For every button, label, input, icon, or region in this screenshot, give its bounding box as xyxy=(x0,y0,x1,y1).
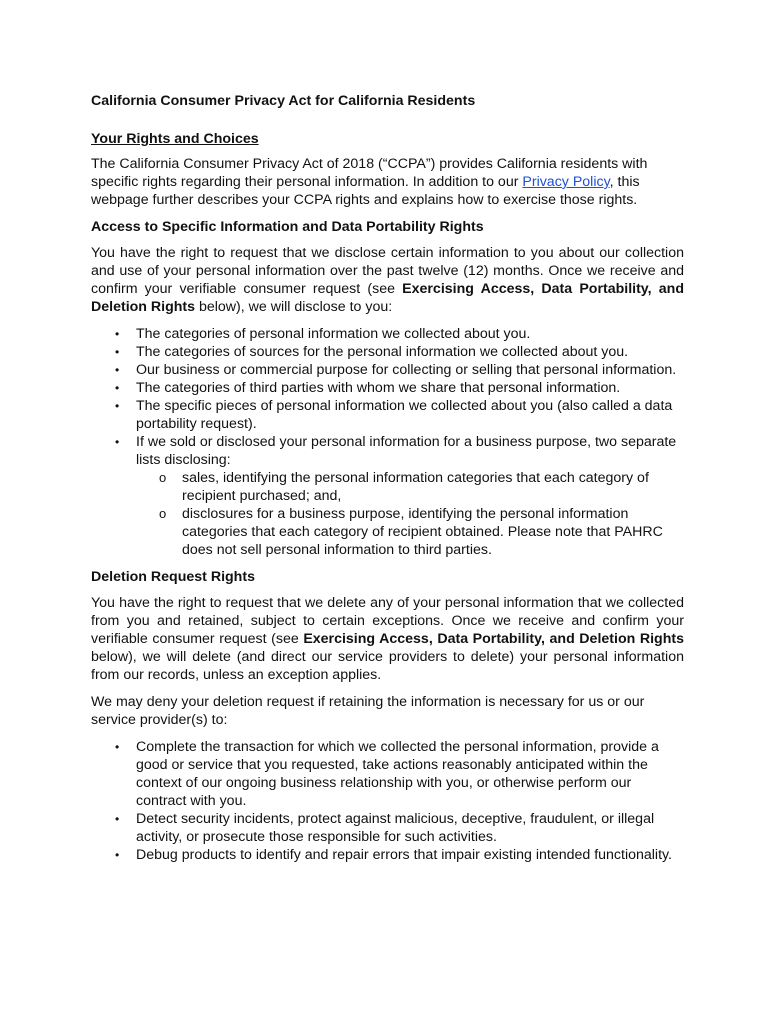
bullet-icon: • xyxy=(115,435,120,449)
list-item-text: Detect security incidents, protect against malicious, deceptive, fraudulent, or illegal activity, or prosecute those responsible for such activities. xyxy=(136,811,655,845)
access-text-after-bold: below), we will disclose to you: xyxy=(195,299,393,315)
bullet-icon: • xyxy=(115,848,120,862)
list-item-text: The categories of personal information we collected about you. xyxy=(136,326,531,342)
access-heading: Access to Specific Information and Data Portability Rights xyxy=(91,219,484,235)
sub-list-item xyxy=(159,469,684,505)
intro-paragraph xyxy=(91,155,684,209)
intro-text-before-link: The California Consumer Privacy Act of 2018 (“CCPA”) provides California residents with specific rights regarding their personal information. In addition to our xyxy=(91,156,648,190)
sub-list-item-text: disclosures for a business purpose, identifying the personal information categories that each category of recipient obtained. Please note that PAHRC does not sell personal information to third parties. xyxy=(182,506,663,558)
deletion-text-before-bold: You have the right to request that we delete any of your personal information that we collected from you and retained, subject to certain exceptions. Once we receive and confirm your verifiable consumer request (see xyxy=(91,595,684,647)
list-item xyxy=(115,343,684,361)
bullet-icon: • xyxy=(115,345,120,359)
sub-list-item-text: sales, identifying the personal information categories that each category of recipient purchased; and, xyxy=(182,470,649,504)
intro-text-after-link: , this webpage further describes your CCPA rights and explains how to exercise those rights. xyxy=(91,174,640,208)
sub-list-item xyxy=(159,505,684,559)
list-item-text: The categories of third parties with whom we share that personal information. xyxy=(136,380,621,396)
privacy-policy-link[interactable]: Privacy Policy xyxy=(522,174,610,190)
bullet-icon: • xyxy=(115,381,120,395)
deletion-deny-paragraph: We may deny your deletion request if retaining the information is necessary for us or our service provider(s) to: xyxy=(91,694,645,728)
access-text-before-bold: You have the right to request that we disclose certain information to you about our collection and use of your personal information over the past twelve (12) months. Once we receive and confirm your verifiable consumer request (see xyxy=(91,245,684,297)
list-item-text: The categories of sources for the personal information we collected about you. xyxy=(136,344,629,360)
document-title: California Consumer Privacy Act for California Residents xyxy=(91,93,476,109)
bullet-icon: • xyxy=(115,812,120,826)
list-item-text: If we sold or disclosed your personal information for a business purpose, two separate lists disclosing: xyxy=(136,434,677,468)
deletion-paragraph xyxy=(91,594,684,684)
list-item-text: Debug products to identify and repair errors that impair existing intended functionality. xyxy=(136,847,672,863)
access-bold-reference: Exercising Access, Data Portability, and Deletion Rights xyxy=(91,281,684,315)
list-item xyxy=(115,810,684,846)
bullet-icon: • xyxy=(115,327,120,341)
list-item xyxy=(115,846,684,864)
list-item-text: Our business or commercial purpose for collecting or selling that personal information. xyxy=(136,362,677,378)
list-item xyxy=(115,433,684,559)
access-paragraph xyxy=(91,244,684,316)
deletion-bullet-list xyxy=(91,738,684,864)
circle-bullet-icon: o xyxy=(159,470,167,485)
bullet-icon: • xyxy=(115,363,120,377)
deletion-bold-reference: Exercising Access, Data Portability, and Deletion Rights xyxy=(303,631,684,647)
circle-bullet-icon: o xyxy=(159,506,167,521)
list-item xyxy=(115,397,684,433)
deletion-heading: Deletion Request Rights xyxy=(91,569,255,585)
bullet-icon: • xyxy=(115,399,120,413)
deletion-text-after-bold: below), we will delete (and direct our service providers to delete) your personal information from our records, unless an exception applies. xyxy=(91,649,684,683)
access-bullet-list xyxy=(91,325,684,559)
list-item xyxy=(115,325,684,343)
list-item-text: Complete the transaction for which we collected the personal information, provide a good or service that you requested, take actions reasonably anticipated within the context of our ongoing business relationship with you, or otherwise perform our contract with you. xyxy=(136,739,659,809)
list-item xyxy=(115,738,684,810)
list-item-text: The specific pieces of personal information we collected about you (also called a data portability request). xyxy=(136,398,673,432)
access-sub-list xyxy=(136,469,684,559)
list-item xyxy=(115,379,684,397)
list-item xyxy=(115,361,684,379)
section-title-rights-choices: Your Rights and Choices xyxy=(91,131,259,147)
bullet-icon: • xyxy=(115,740,120,754)
